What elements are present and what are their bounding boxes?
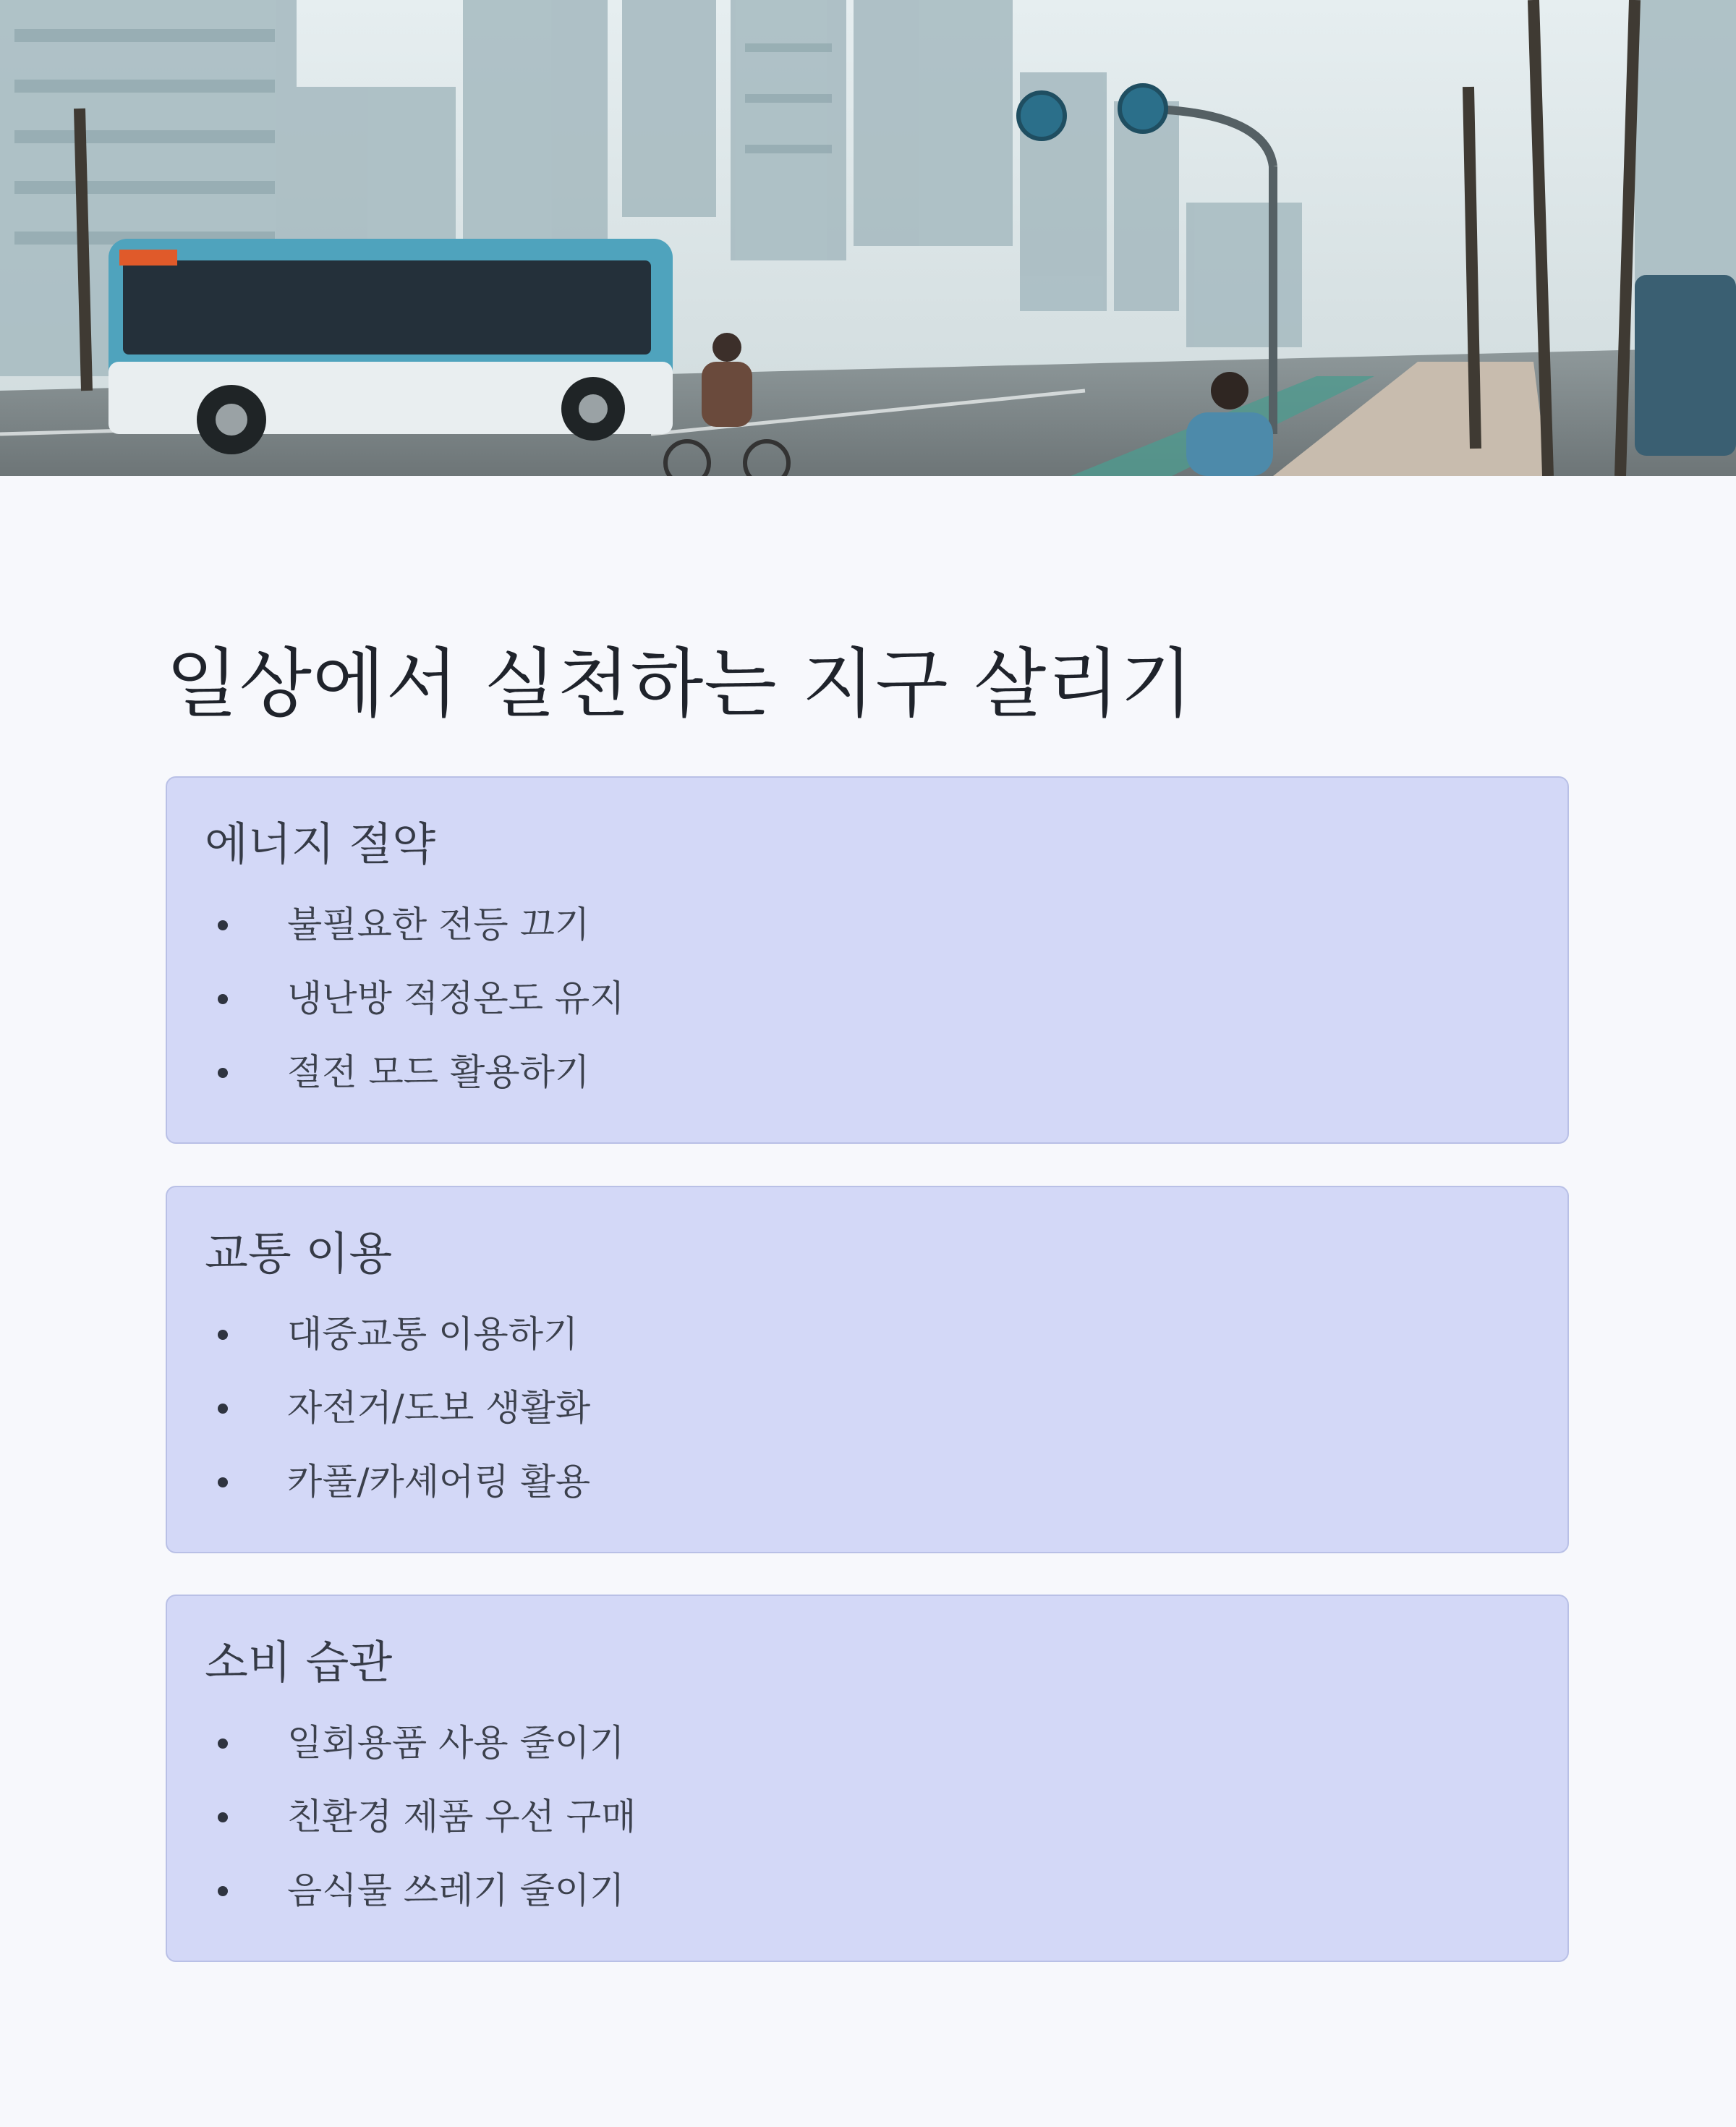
card-list [218,1706,636,1927]
bullet-icon [218,994,228,1004]
list-item [218,1445,590,1519]
list-item-text: 절전 모드 활용하기 [287,1051,590,1093]
card-title: 교통 이용 [205,1227,393,1280]
list-item-text: 대중교통 이용하기 [287,1313,579,1355]
card-title: 에너지 절약 [205,818,436,870]
list-item-text: 자전거/도보 생활화 [287,1387,591,1429]
list-item [218,1035,625,1109]
bullet-icon [218,1330,228,1340]
list-item [218,1854,636,1927]
list-item-text: 친환경 제품 우선 구매 [287,1796,637,1838]
card-list [218,1297,590,1519]
bullet-icon [218,1068,228,1078]
list-item [218,1780,636,1854]
page-title: 일상에서 실천하는 지구 살리기 [166,640,1194,728]
card-list [218,888,625,1109]
bullet-icon [218,1404,228,1414]
list-item-text: 냉난방 적정온도 유지 [287,977,625,1019]
card-energy-saving [166,776,1569,1144]
list-item-text: 음식물 쓰레기 줄이기 [287,1869,625,1911]
bus [109,239,673,454]
bullet-icon [218,1886,228,1896]
city-street-illustration [0,0,1736,476]
card-title: 소비 습관 [205,1636,393,1689]
list-item [218,1297,590,1371]
list-item-text: 일회용품 사용 줄이기 [287,1722,625,1764]
bullet-icon [218,920,228,930]
list-item [218,1706,636,1780]
main-content [166,637,1572,1911]
bullet-icon [218,1738,228,1749]
bullet-icon [218,1812,228,1822]
bullet-icon [218,1477,228,1487]
list-item-text: 카풀/카셰어링 활용 [287,1461,591,1503]
card-transportation [166,1186,1569,1553]
hero-image [0,0,1736,476]
card-consumption-habits [166,1595,1569,1962]
list-item-text: 불필요한 전등 끄기 [287,904,590,946]
list-item [218,1371,590,1445]
list-item [218,888,625,961]
list-item [218,961,625,1035]
